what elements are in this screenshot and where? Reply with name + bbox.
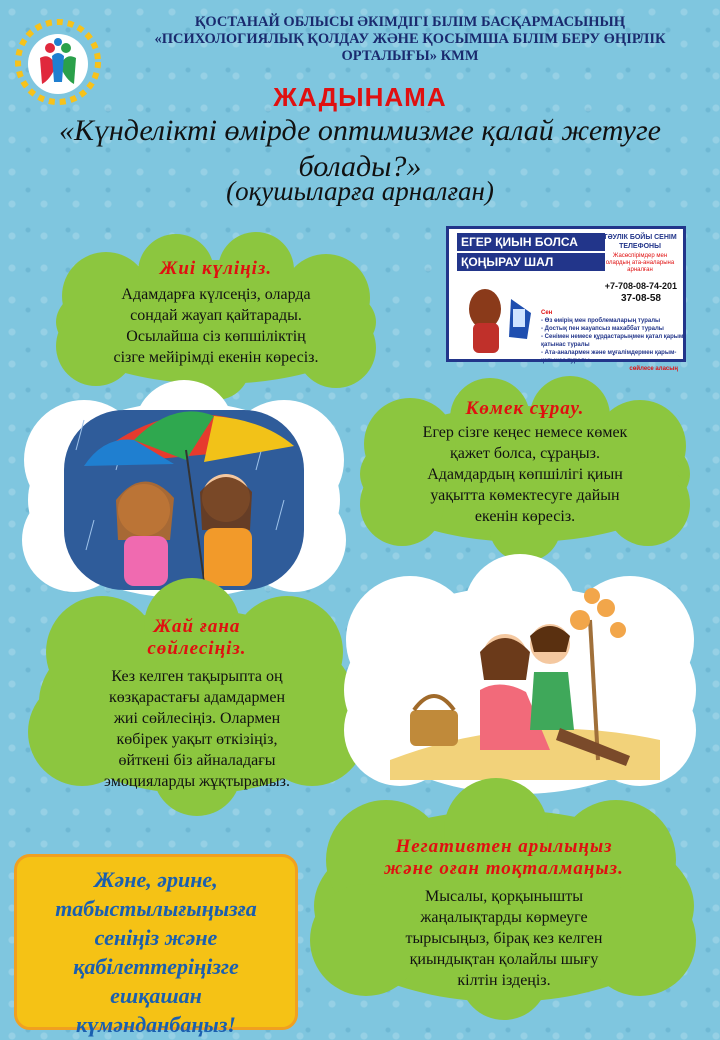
tip-title: Жиі күліңіз. [159,258,273,279]
banner-topic: - Өз өмірің мен проблемаларың туралы [541,318,661,324]
tip-line: Адамдардың көпшілігі қиын [427,466,623,483]
banner-sen: Сен [541,310,553,316]
subtitle-line1: «Күнделікті өмірде оптимизмге қалай жетуге [58,114,661,147]
tip-title-line2: сөйлесіңіз. [147,638,247,659]
tip-cloud-smile [36,236,396,402]
tip-line: қиындықтан қолайлы шығу [409,951,599,968]
banner-hotline-title: ТӘУЛІК БОЙЫ СЕНІМ ТЕЛЕФОНЫ [603,234,677,250]
tip-line: сізге мейірімді екенін көресіз. [113,349,319,366]
tip-line: тырысыңыз, бірақ кез келген [405,930,603,947]
helpline-banner [446,226,686,372]
subtitle-line2: болады?» [298,150,422,183]
girl-phone-illustration [455,279,539,359]
banner-topic: - Достық пен жауапсыз махаббат туралы [541,326,664,332]
closing-line: табыстылығыңызға [55,896,257,921]
closing-message-box [14,854,298,1037]
tip-line: жиі сөйлесіңіз. Олармен [113,710,281,727]
tip-line: екенін көресіз. [474,508,576,525]
tip-title-line2: және оған тоқталмаңыз. [384,858,624,879]
closing-line: сеніңіз және [94,925,218,950]
tip-line: Егер сізге кеңес немесе көмек [422,424,628,441]
tip-line: Адамдарға күлсеңіз, оларда [121,286,311,303]
banner-topics [541,309,686,373]
tip-line: уақытта көмектесуге дайын [430,487,620,504]
banner-topic: - Сенімен немесе құрдастарыңмен қатал қарым-қатынас туралы [541,334,686,348]
audience-note: (оқушыларға арналған) [226,176,494,206]
umbrella-illustration [14,380,354,610]
banner-phone1: +7-708-08-74-201 [604,281,677,291]
banner-footer: сөйлесе аласың [629,366,678,372]
banner-topic: - Ата-аналармен және мұғалімдермен қарым-қатынас туралы [541,350,677,364]
header-line3: ОРТАЛЫҒЫ» КММ [341,48,479,64]
page-subtitle [20,113,700,185]
tip-line: сондай жауап қайтарады. [130,307,302,324]
closing-line: күмәнданбаңыз! [76,1012,236,1037]
header-line1: ҚОСТАНАЙ ОБЛЫСЫ ӘКІМДІГІ БІЛІМ БАСҚАРМАСЫНЫҢ [194,14,626,30]
tip-line: жаңалықтарды көрмеуге [420,909,588,926]
closing-line: Және, әрине, [94,867,218,892]
tip-title-line1: Жай ғана [153,616,241,637]
tip-line: өйткені біз айналадағы [118,752,276,769]
tip-line: эмоцияларды жұқтырамыз. [104,773,290,790]
banner-line1: ЕГЕР ҚИЫН БОЛСА [457,233,605,251]
tip-title: Көмек сұрау. [465,398,585,419]
header-line2: «ПСИХОЛОГИЯЛЫҚ ҚОЛДАУ ЖӘНЕ ҚОСЫМША БІЛІМ БЕРУ ӨҢІРЛІК [154,31,666,47]
banner-phone2: 37-08-58 [620,293,661,304]
tip-line: көбірек уақыт өткізіңіз, [116,731,278,748]
tip-line: қажет болса, сұраңыз. [450,445,600,462]
closing-line: қабілеттеріңізге [73,954,239,979]
closing-line: ешқашан [110,983,202,1008]
tip-line: көзқарастағы адамдармен [108,689,286,706]
tip-line: Осылайша сіз көпшіліктің [126,328,306,345]
banner-hotline-sub: Жасөспірімдер мен олардың ата-аналарына арналған [605,253,675,273]
organization-header [110,14,710,65]
tip-line: Кез келген тақырыпта оң [111,668,283,685]
banner-line2: ҚОҢЫРАУ ШАЛ [457,253,605,271]
tip-cloud-negativity [296,780,712,1020]
tip-cloud-help [340,380,710,562]
picnic-illustration [330,560,710,810]
tip-line: кілтін іздеңіз. [457,972,551,989]
tip-line: Мысалы, қорқынышты [425,888,583,905]
page-title: ЖАДЫНАМА [273,82,447,112]
tip-title-line1: Негативтен арылыңыз [395,836,613,857]
